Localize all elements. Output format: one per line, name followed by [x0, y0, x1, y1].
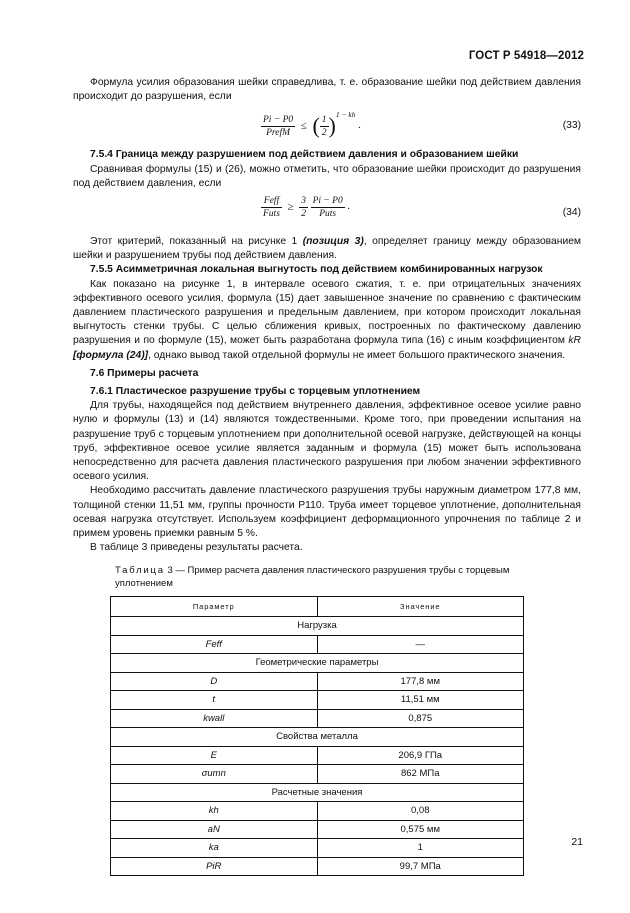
p755-text-a: Как показано на рисунке 1, в интервале осевого сжатия, т. е. при отрицательных значениях эффективного осевого усилия, формула (15) дает завышенное значение по сравнению с фактическим давлением пластического разрушения и предельным давлением, при котором происходит локальная выгнутость стенки трубы. С целью сближения кривых, построенных по фактическому давлению разрушения и по формуле (15), может быть разработана формула типа (16) с иным коэффициентом — [73, 278, 581, 347]
group-title: Геометрические параметры — [111, 654, 524, 673]
formula-33-denominator: PrefM — [266, 127, 291, 138]
formula-33-tail: . — [358, 119, 361, 131]
formula-34-b-num: 3 — [301, 196, 306, 207]
formula-33-expression — [261, 108, 361, 138]
criterion-text-a: Этот критерий, показанный на рисунке 1 — [90, 236, 303, 248]
table-row — [111, 691, 524, 710]
results-table — [110, 596, 524, 876]
table-row — [111, 635, 524, 654]
table-row — [111, 672, 524, 691]
param-cell: aN — [111, 820, 318, 839]
formula-33-half — [320, 114, 329, 139]
table-group-row — [111, 617, 524, 636]
right-paren: ) — [328, 113, 336, 138]
heading-7-6-1: 7.6.1 Пластическое разрушение трубы с торцевым уплотнением — [90, 386, 421, 398]
group-title: Расчетные значения — [111, 783, 524, 802]
paragraph-7-5-4: Сравнивая формулы (15) и (26), можно отметить, что образование шейки происходит до разрушения под действием давления, если — [73, 163, 581, 189]
formula-34-a-num: Feff — [261, 195, 282, 208]
formula-34-expression — [261, 195, 350, 220]
formula-34 — [73, 193, 581, 233]
value-cell: 0,575 мм — [317, 820, 524, 839]
param-cell: ka — [111, 839, 318, 858]
table-row — [111, 820, 524, 839]
formula-33-number: (33) — [562, 120, 581, 132]
param-cell: E — [111, 746, 318, 765]
table-row — [111, 709, 524, 728]
formula-33-fraction — [261, 114, 295, 139]
value-cell: — — [317, 635, 524, 654]
formula-34-fraction-c — [311, 195, 345, 220]
table-caption-text: 3 — Пример расчета давления пластического разрушения трубы с торцевым уплотнением — [115, 565, 510, 589]
formula-33-half-num: 1 — [321, 114, 327, 125]
p755-coefficient: kR — [568, 335, 581, 347]
table-header-row — [111, 597, 524, 617]
formula-34-fraction-b — [299, 195, 308, 220]
formula-34-number: (34) — [562, 207, 581, 219]
paragraph-criterion — [73, 235, 581, 263]
value-cell: 862 МПа — [317, 765, 524, 784]
heading-7-5-4: 7.5.4 Граница между разрушением под действием давления и образованием шейки — [90, 149, 519, 161]
formula-33-numerator: Pi − P0 — [263, 114, 294, 125]
param-cell: t — [111, 691, 318, 710]
table-group-row — [111, 783, 524, 802]
formula-34-c-num: Pi − P0 — [312, 196, 343, 207]
heading-7-6: 7.6 Примеры расчета — [90, 367, 199, 379]
column-header-param: Параметр — [111, 597, 318, 617]
criterion-position: (позиция 3) — [302, 236, 364, 248]
table-caption-word: Таблица — [115, 565, 165, 577]
value-cell: 11,51 мм — [317, 691, 524, 710]
table-row — [111, 802, 524, 821]
criterion-text-c: , определяет границу между образованием шейки и разрушением трубы под действием давления. — [73, 236, 582, 262]
table-row — [111, 746, 524, 765]
formula-34-a-den: Futs — [263, 209, 280, 220]
p755-formula-ref: [формула (24)] — [73, 349, 149, 361]
param-cell: PiR — [111, 857, 318, 876]
left-paren: ( — [312, 113, 320, 138]
value-cell: 206,9 ГПа — [317, 746, 524, 765]
formula-34-fraction-a — [261, 195, 282, 220]
standard-header: ГОСТ Р 54918—2012 — [468, 50, 584, 62]
table-caption — [115, 565, 535, 590]
value-cell: 0,875 — [317, 709, 524, 728]
value-cell: 0,08 — [317, 802, 524, 821]
value-cell: 1 — [317, 839, 524, 858]
column-header-value: Значение — [317, 597, 524, 617]
param-cell: kwall — [111, 709, 318, 728]
page-content — [73, 76, 581, 876]
paragraph-7-6-1-b: Необходимо рассчитать давление пластического разрушения трубы наружным диаметром 177,8 мм, толщиной стенки 11,51 мм, группы прочности P110. Труба имеет торцевое уплотнение, дополнительная осевая нагрузка отсутствует. Используем коэффициент деформационного упрочнения по таблице 2 и примем уровень приемки равным 5 %. — [73, 485, 581, 540]
heading-7-5-5: 7.5.5 Асимметричная локальная выгнутость под действием комбинированных нагрузок — [90, 264, 543, 276]
value-cell: 177,8 мм — [317, 672, 524, 691]
paragraph-7-5-5 — [73, 278, 581, 363]
param-cell: kh — [111, 802, 318, 821]
group-title: Свойства металла — [111, 728, 524, 747]
p755-text-c: , однако вывод такой отдельной формулы не имеет большого практического значения. — [148, 349, 566, 361]
formula-34-b-den: 2 — [301, 209, 306, 220]
value-cell: 99,7 МПа — [317, 857, 524, 876]
table-row — [111, 765, 524, 784]
param-cell: σuтn — [111, 765, 318, 784]
formula-33 — [73, 106, 581, 146]
formula-33-relation: ≤ — [300, 119, 307, 132]
group-title: Нагрузка — [111, 617, 524, 636]
formula-34-relation: ≥ — [287, 201, 294, 214]
formula-34-tail: . — [347, 201, 350, 213]
formula-34-c-den: Puts — [319, 209, 337, 220]
page-number: 21 — [571, 836, 583, 848]
param-cell: Feff — [111, 635, 318, 654]
paragraph-intro: Формула усилия образования шейки справедлива, т. е. образование шейки под действием давления происходит до разрушения, если — [73, 77, 581, 103]
table-group-row — [111, 654, 524, 673]
formula-33-exponent: 1 − kh — [335, 110, 356, 120]
table-row — [111, 857, 524, 876]
formula-33-half-den: 2 — [321, 127, 327, 138]
param-cell: D — [111, 672, 318, 691]
table-row — [111, 839, 524, 858]
table-group-row — [111, 728, 524, 747]
paragraph-7-6-1-c: В таблице 3 приведены результаты расчета. — [90, 542, 303, 554]
paragraph-7-6-1-a: Для трубы, находящейся под действием внутреннего давления, эффективное осевое усилие равно нулю и формулы (13) и (14) являются тождественными. Кроме того, при проведении испытания на разрушение труб с торцевым уплотнением при дополнительной осевой нагрузке, действующей на концы труб, эффективное осевое усилие является заданным и формула (15) может быть использована непосредственно для расчета давления пластического разрушения при любом значении эффективного осевого усилия. — [73, 400, 581, 483]
